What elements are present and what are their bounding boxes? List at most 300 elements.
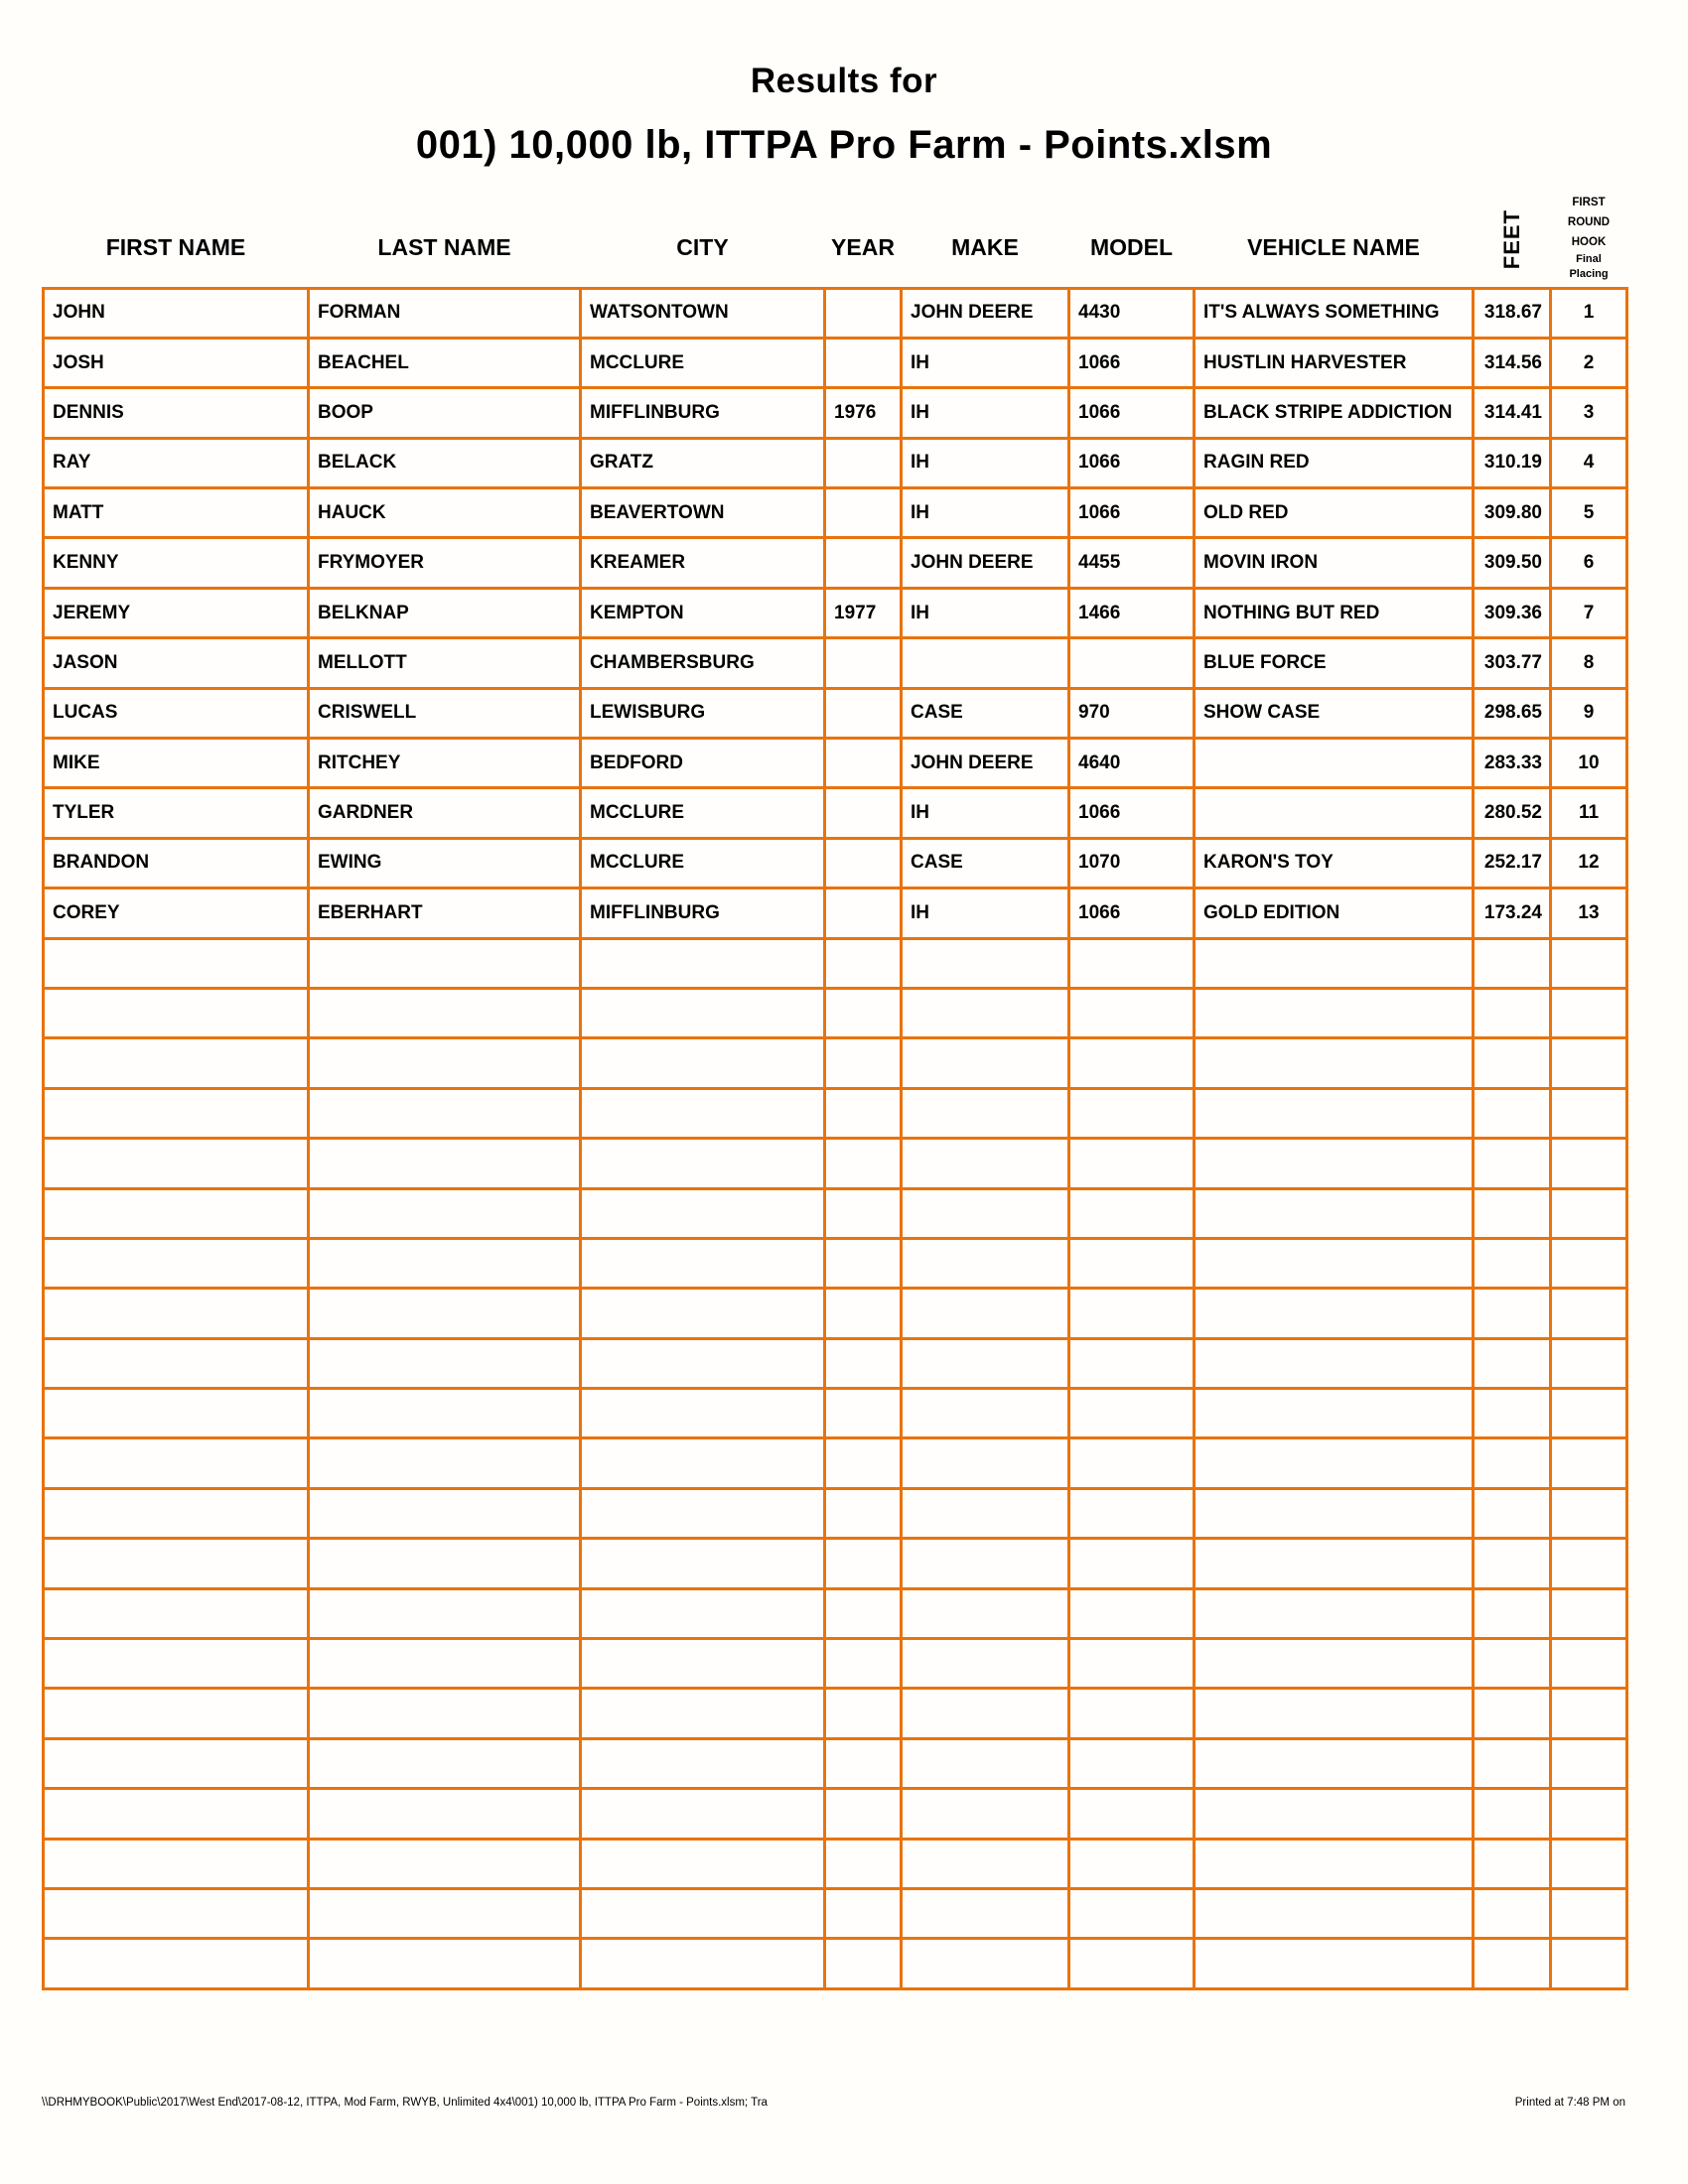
cell-year xyxy=(825,838,902,887)
result-row xyxy=(44,788,1627,838)
cell-make: IH xyxy=(902,438,1069,487)
cell-last-name: CRISWELL xyxy=(309,688,581,738)
cell-last-name xyxy=(309,1389,581,1438)
cell-city xyxy=(581,1139,825,1188)
cell-city xyxy=(581,1038,825,1088)
cell-last-name xyxy=(309,1488,581,1538)
cell-last-name xyxy=(309,1539,581,1588)
feet-rotated-label: FEET xyxy=(1498,209,1524,270)
cell-model xyxy=(1069,1139,1195,1188)
cell-make xyxy=(902,1389,1069,1438)
cell-vehicle-name: NOTHING BUT RED xyxy=(1195,588,1474,637)
cell-vehicle-name: IT'S ALWAYS SOMETHING xyxy=(1195,288,1474,338)
cell-make: IH xyxy=(902,488,1069,538)
cell-feet xyxy=(1474,1088,1551,1138)
cell-first-name: BRANDON xyxy=(44,838,309,887)
cell-year xyxy=(825,1488,902,1538)
cell-year xyxy=(825,338,902,387)
result-row xyxy=(44,588,1627,637)
cell-feet xyxy=(1474,1689,1551,1738)
cell-place: 10 xyxy=(1551,739,1627,788)
cell-place xyxy=(1551,1539,1627,1588)
cell-vehicle-name xyxy=(1195,1238,1474,1288)
empty-row xyxy=(44,1588,1627,1638)
cell-place: 13 xyxy=(1551,888,1627,938)
cell-year xyxy=(825,1289,902,1338)
cell-feet: 314.41 xyxy=(1474,388,1551,438)
cell-city: MIFFLINBURG xyxy=(581,888,825,938)
cell-first-name: COREY xyxy=(44,888,309,938)
cell-place xyxy=(1551,1289,1627,1338)
cell-city xyxy=(581,1839,825,1888)
cell-vehicle-name xyxy=(1195,1738,1474,1788)
cell-year xyxy=(825,988,902,1037)
cell-year xyxy=(825,1889,902,1939)
empty-row xyxy=(44,938,1627,988)
cell-feet xyxy=(1474,938,1551,988)
cell-model xyxy=(1069,1639,1195,1689)
cell-city xyxy=(581,1289,825,1338)
cell-model: 1066 xyxy=(1069,388,1195,438)
cell-year xyxy=(825,688,902,738)
cell-first-name xyxy=(44,1238,309,1288)
cell-feet xyxy=(1474,1639,1551,1689)
cell-make xyxy=(902,638,1069,688)
cell-feet: 310.19 xyxy=(1474,438,1551,487)
cell-last-name xyxy=(309,1789,581,1839)
cell-last-name: BELKNAP xyxy=(309,588,581,637)
cell-place xyxy=(1551,1588,1627,1638)
result-row xyxy=(44,438,1627,487)
cell-year xyxy=(825,538,902,588)
empty-row xyxy=(44,1238,1627,1288)
cell-last-name: GARDNER xyxy=(309,788,581,838)
cell-vehicle-name: SHOW CASE xyxy=(1195,688,1474,738)
cell-year xyxy=(825,1588,902,1638)
print-footer xyxy=(42,2097,1625,2109)
cell-make xyxy=(902,1088,1069,1138)
cell-feet xyxy=(1474,1188,1551,1238)
cell-place: 7 xyxy=(1551,588,1627,637)
cell-vehicle-name xyxy=(1195,1889,1474,1939)
cell-first-name: JOHN xyxy=(44,288,309,338)
cell-make: JOHN DEERE xyxy=(902,538,1069,588)
cell-year xyxy=(825,1438,902,1488)
cell-first-name xyxy=(44,1588,309,1638)
footer-printed-at: Printed at 7:48 PM on xyxy=(1514,2097,1625,2109)
cell-make xyxy=(902,1639,1069,1689)
cell-model: 1066 xyxy=(1069,488,1195,538)
cell-vehicle-name xyxy=(1195,1139,1474,1188)
cell-year xyxy=(825,438,902,487)
cell-feet xyxy=(1474,1588,1551,1638)
cell-last-name xyxy=(309,1338,581,1388)
hook-line-1: FIRST xyxy=(1572,196,1606,208)
cell-vehicle-name xyxy=(1195,1088,1474,1138)
cell-make xyxy=(902,1438,1069,1488)
hook-line-4: Final xyxy=(1576,252,1602,265)
cell-year xyxy=(825,1238,902,1288)
cell-vehicle-name: BLACK STRIPE ADDICTION xyxy=(1195,388,1474,438)
cell-city: MCCLURE xyxy=(581,338,825,387)
cell-first-name xyxy=(44,1689,309,1738)
cell-last-name xyxy=(309,1188,581,1238)
cell-feet xyxy=(1474,1789,1551,1839)
result-row xyxy=(44,488,1627,538)
cell-place: 6 xyxy=(1551,538,1627,588)
cell-last-name xyxy=(309,988,581,1037)
cell-make: IH xyxy=(902,388,1069,438)
cell-feet: 314.56 xyxy=(1474,338,1551,387)
cell-model xyxy=(1069,1588,1195,1638)
result-row xyxy=(44,338,1627,387)
cell-feet xyxy=(1474,1738,1551,1788)
cell-city xyxy=(581,1539,825,1588)
cell-last-name xyxy=(309,1139,581,1188)
cell-feet xyxy=(1474,1338,1551,1388)
cell-year xyxy=(825,1088,902,1138)
empty-row xyxy=(44,1389,1627,1438)
cell-feet xyxy=(1474,1289,1551,1338)
cell-model xyxy=(1069,1038,1195,1088)
cell-make: IH xyxy=(902,888,1069,938)
result-row xyxy=(44,538,1627,588)
cell-vehicle-name xyxy=(1195,788,1474,838)
cell-place: 1 xyxy=(1551,288,1627,338)
hook-line-2: ROUND xyxy=(1567,215,1611,228)
cell-last-name: MELLOTT xyxy=(309,638,581,688)
hook-line-3: HOOK xyxy=(1571,235,1607,248)
cell-first-name xyxy=(44,1389,309,1438)
cell-vehicle-name xyxy=(1195,1689,1474,1738)
cell-model xyxy=(1069,1939,1195,1988)
cell-make xyxy=(902,1238,1069,1288)
cell-feet: 309.36 xyxy=(1474,588,1551,637)
empty-row xyxy=(44,1539,1627,1588)
cell-first-name xyxy=(44,1438,309,1488)
empty-row xyxy=(44,988,1627,1037)
cell-first-name xyxy=(44,938,309,988)
cell-place xyxy=(1551,1088,1627,1138)
cell-last-name xyxy=(309,1588,581,1638)
cell-model xyxy=(1069,938,1195,988)
cell-year xyxy=(825,1789,902,1839)
empty-row xyxy=(44,1639,1627,1689)
cell-feet xyxy=(1474,1389,1551,1438)
cell-year xyxy=(825,638,902,688)
cell-first-name: TYLER xyxy=(44,788,309,838)
cell-first-name xyxy=(44,1188,309,1238)
cell-feet: 298.65 xyxy=(1474,688,1551,738)
cell-city xyxy=(581,1889,825,1939)
cell-vehicle-name: HUSTLIN HARVESTER xyxy=(1195,338,1474,387)
cell-feet: 173.24 xyxy=(1474,888,1551,938)
cell-first-name xyxy=(44,1488,309,1538)
file-title: 001) 10,000 lb, ITTPA Pro Farm - Points.xlsm xyxy=(415,123,1273,167)
cell-make: IH xyxy=(902,788,1069,838)
cell-model: 1066 xyxy=(1069,888,1195,938)
header-vehicle-name: VEHICLE NAME xyxy=(1247,233,1420,260)
cell-feet xyxy=(1474,1038,1551,1088)
cell-city: MCCLURE xyxy=(581,838,825,887)
cell-place xyxy=(1551,1038,1627,1088)
header-first-round-hook xyxy=(1551,139,1627,288)
cell-feet xyxy=(1474,1889,1551,1939)
cell-vehicle-name: RAGIN RED xyxy=(1195,438,1474,487)
cell-year xyxy=(825,288,902,338)
cell-city xyxy=(581,1389,825,1438)
cell-model xyxy=(1069,1539,1195,1588)
cell-model: 4455 xyxy=(1069,538,1195,588)
cell-model: 4430 xyxy=(1069,288,1195,338)
cell-vehicle-name xyxy=(1195,988,1474,1037)
cell-city: KEMPTON xyxy=(581,588,825,637)
cell-city: MCCLURE xyxy=(581,788,825,838)
cell-first-name: DENNIS xyxy=(44,388,309,438)
cell-place xyxy=(1551,1639,1627,1689)
cell-place xyxy=(1551,1789,1627,1839)
cell-year xyxy=(825,1689,902,1738)
cell-vehicle-name xyxy=(1195,1639,1474,1689)
cell-place: 4 xyxy=(1551,438,1627,487)
hook-line-5: Placing xyxy=(1569,267,1609,280)
cell-make xyxy=(902,1588,1069,1638)
result-row xyxy=(44,888,1627,938)
cell-place xyxy=(1551,1939,1627,1988)
empty-row xyxy=(44,1689,1627,1738)
cell-last-name xyxy=(309,1038,581,1088)
cell-model xyxy=(1069,1488,1195,1538)
cell-vehicle-name xyxy=(1195,1188,1474,1238)
cell-make xyxy=(902,1839,1069,1888)
cell-place xyxy=(1551,1839,1627,1888)
cell-first-name xyxy=(44,1289,309,1338)
cell-model: 4640 xyxy=(1069,739,1195,788)
cell-first-name: RAY xyxy=(44,438,309,487)
cell-feet: 252.17 xyxy=(1474,838,1551,887)
header-last-name: LAST NAME xyxy=(377,233,511,260)
cell-make xyxy=(902,1789,1069,1839)
cell-make xyxy=(902,1689,1069,1738)
cell-model xyxy=(1069,1738,1195,1788)
cell-year xyxy=(825,1188,902,1238)
cell-place: 5 xyxy=(1551,488,1627,538)
cell-make: CASE xyxy=(902,838,1069,887)
cell-year xyxy=(825,888,902,938)
cell-vehicle-name xyxy=(1195,938,1474,988)
header-city: CITY xyxy=(676,233,729,260)
empty-row xyxy=(44,1438,1627,1488)
result-row xyxy=(44,288,1627,338)
cell-feet xyxy=(1474,1939,1551,1988)
cell-make: IH xyxy=(902,588,1069,637)
cell-vehicle-name xyxy=(1195,1438,1474,1488)
cell-vehicle-name xyxy=(1195,1488,1474,1538)
cell-make xyxy=(902,1139,1069,1188)
cell-first-name xyxy=(44,1139,309,1188)
cell-model xyxy=(1069,1889,1195,1939)
cell-vehicle-name: OLD RED xyxy=(1195,488,1474,538)
cell-feet xyxy=(1474,1488,1551,1538)
result-row xyxy=(44,388,1627,438)
cell-feet xyxy=(1474,1539,1551,1588)
cell-city xyxy=(581,1188,825,1238)
empty-row xyxy=(44,1338,1627,1388)
cell-vehicle-name xyxy=(1195,1338,1474,1388)
cell-feet xyxy=(1474,1139,1551,1188)
cell-last-name xyxy=(309,938,581,988)
empty-row xyxy=(44,1939,1627,1988)
cell-model: 1070 xyxy=(1069,838,1195,887)
result-row xyxy=(44,638,1627,688)
cell-city: GRATZ xyxy=(581,438,825,487)
cell-city xyxy=(581,1238,825,1288)
cell-first-name xyxy=(44,1639,309,1689)
cell-feet xyxy=(1474,1839,1551,1888)
cell-place xyxy=(1551,1338,1627,1388)
cell-last-name: EWING xyxy=(309,838,581,887)
cell-city: MIFFLINBURG xyxy=(581,388,825,438)
cell-first-name xyxy=(44,1738,309,1788)
cell-vehicle-name xyxy=(1195,1038,1474,1088)
cell-last-name xyxy=(309,1238,581,1288)
cell-feet xyxy=(1474,1438,1551,1488)
result-row xyxy=(44,838,1627,887)
cell-vehicle-name xyxy=(1195,1539,1474,1588)
cell-year xyxy=(825,938,902,988)
cell-first-name: MATT xyxy=(44,488,309,538)
cell-place xyxy=(1551,1188,1627,1238)
cell-first-name: KENNY xyxy=(44,538,309,588)
cell-first-name: JASON xyxy=(44,638,309,688)
cell-city: CHAMBERSBURG xyxy=(581,638,825,688)
cell-make: JOHN DEERE xyxy=(902,288,1069,338)
cell-make: CASE xyxy=(902,688,1069,738)
cell-make xyxy=(902,1289,1069,1338)
header-year: YEAR xyxy=(831,233,895,260)
cell-model xyxy=(1069,638,1195,688)
header-first-name: FIRST NAME xyxy=(105,233,246,260)
cell-feet: 283.33 xyxy=(1474,739,1551,788)
cell-vehicle-name xyxy=(1195,1839,1474,1888)
cell-first-name xyxy=(44,1889,309,1939)
cell-model xyxy=(1069,1238,1195,1288)
cell-vehicle-name xyxy=(1195,1939,1474,1988)
cell-vehicle-name xyxy=(1195,1789,1474,1839)
cell-model xyxy=(1069,1289,1195,1338)
cell-make xyxy=(902,1488,1069,1538)
cell-city xyxy=(581,1939,825,1988)
cell-place xyxy=(1551,1389,1627,1438)
empty-row xyxy=(44,1038,1627,1088)
cell-model xyxy=(1069,1689,1195,1738)
cell-last-name: RITCHEY xyxy=(309,739,581,788)
cell-year xyxy=(825,1639,902,1689)
cell-city xyxy=(581,938,825,988)
empty-row xyxy=(44,1289,1627,1338)
cell-first-name xyxy=(44,1088,309,1138)
cell-city xyxy=(581,1588,825,1638)
cell-feet xyxy=(1474,988,1551,1037)
cell-last-name: HAUCK xyxy=(309,488,581,538)
cell-year xyxy=(825,488,902,538)
cell-model: 1066 xyxy=(1069,338,1195,387)
cell-place xyxy=(1551,1139,1627,1188)
cell-year xyxy=(825,1539,902,1588)
cell-last-name xyxy=(309,1889,581,1939)
cell-city: BEDFORD xyxy=(581,739,825,788)
cell-place xyxy=(1551,938,1627,988)
cell-model xyxy=(1069,1789,1195,1839)
cell-place: 8 xyxy=(1551,638,1627,688)
cell-feet: 303.77 xyxy=(1474,638,1551,688)
cell-last-name xyxy=(309,1639,581,1689)
cell-city xyxy=(581,1738,825,1788)
cell-first-name: MIKE xyxy=(44,739,309,788)
cell-vehicle-name xyxy=(1195,1289,1474,1338)
header-row xyxy=(44,139,1627,288)
cell-first-name: JOSH xyxy=(44,338,309,387)
empty-row xyxy=(44,1738,1627,1788)
cell-city xyxy=(581,1488,825,1538)
cell-place xyxy=(1551,988,1627,1037)
cell-vehicle-name: MOVIN IRON xyxy=(1195,538,1474,588)
cell-first-name: JEREMY xyxy=(44,588,309,637)
cell-year xyxy=(825,1038,902,1088)
cell-place: 12 xyxy=(1551,838,1627,887)
cell-vehicle-name: BLUE FORCE xyxy=(1195,638,1474,688)
empty-row xyxy=(44,1789,1627,1839)
result-row xyxy=(44,739,1627,788)
cell-make xyxy=(902,938,1069,988)
cell-place xyxy=(1551,1689,1627,1738)
cell-place: 3 xyxy=(1551,388,1627,438)
cell-last-name: BELACK xyxy=(309,438,581,487)
cell-feet: 280.52 xyxy=(1474,788,1551,838)
empty-row xyxy=(44,1889,1627,1939)
cell-make xyxy=(902,1939,1069,1988)
cell-model: 1066 xyxy=(1069,788,1195,838)
cell-make xyxy=(902,1038,1069,1088)
cell-last-name xyxy=(309,1839,581,1888)
cell-city xyxy=(581,1689,825,1738)
cell-vehicle-name xyxy=(1195,739,1474,788)
cell-feet: 309.50 xyxy=(1474,538,1551,588)
cell-model xyxy=(1069,1088,1195,1138)
cell-first-name xyxy=(44,1038,309,1088)
cell-model: 970 xyxy=(1069,688,1195,738)
cell-year xyxy=(825,1939,902,1988)
cell-model xyxy=(1069,1338,1195,1388)
cell-vehicle-name: KARON'S TOY xyxy=(1195,838,1474,887)
cell-vehicle-name xyxy=(1195,1588,1474,1638)
cell-last-name xyxy=(309,1738,581,1788)
header-model: MODEL xyxy=(1089,233,1174,260)
cell-place xyxy=(1551,1738,1627,1788)
cell-make xyxy=(902,1539,1069,1588)
cell-city xyxy=(581,1789,825,1839)
cell-year xyxy=(825,1738,902,1788)
empty-row xyxy=(44,1488,1627,1538)
cell-place: 9 xyxy=(1551,688,1627,738)
cell-make xyxy=(902,1338,1069,1388)
cell-city xyxy=(581,1338,825,1388)
cell-place: 2 xyxy=(1551,338,1627,387)
cell-year xyxy=(825,1139,902,1188)
cell-first-name xyxy=(44,1839,309,1888)
cell-year xyxy=(825,1338,902,1388)
cell-last-name: FORMAN xyxy=(309,288,581,338)
